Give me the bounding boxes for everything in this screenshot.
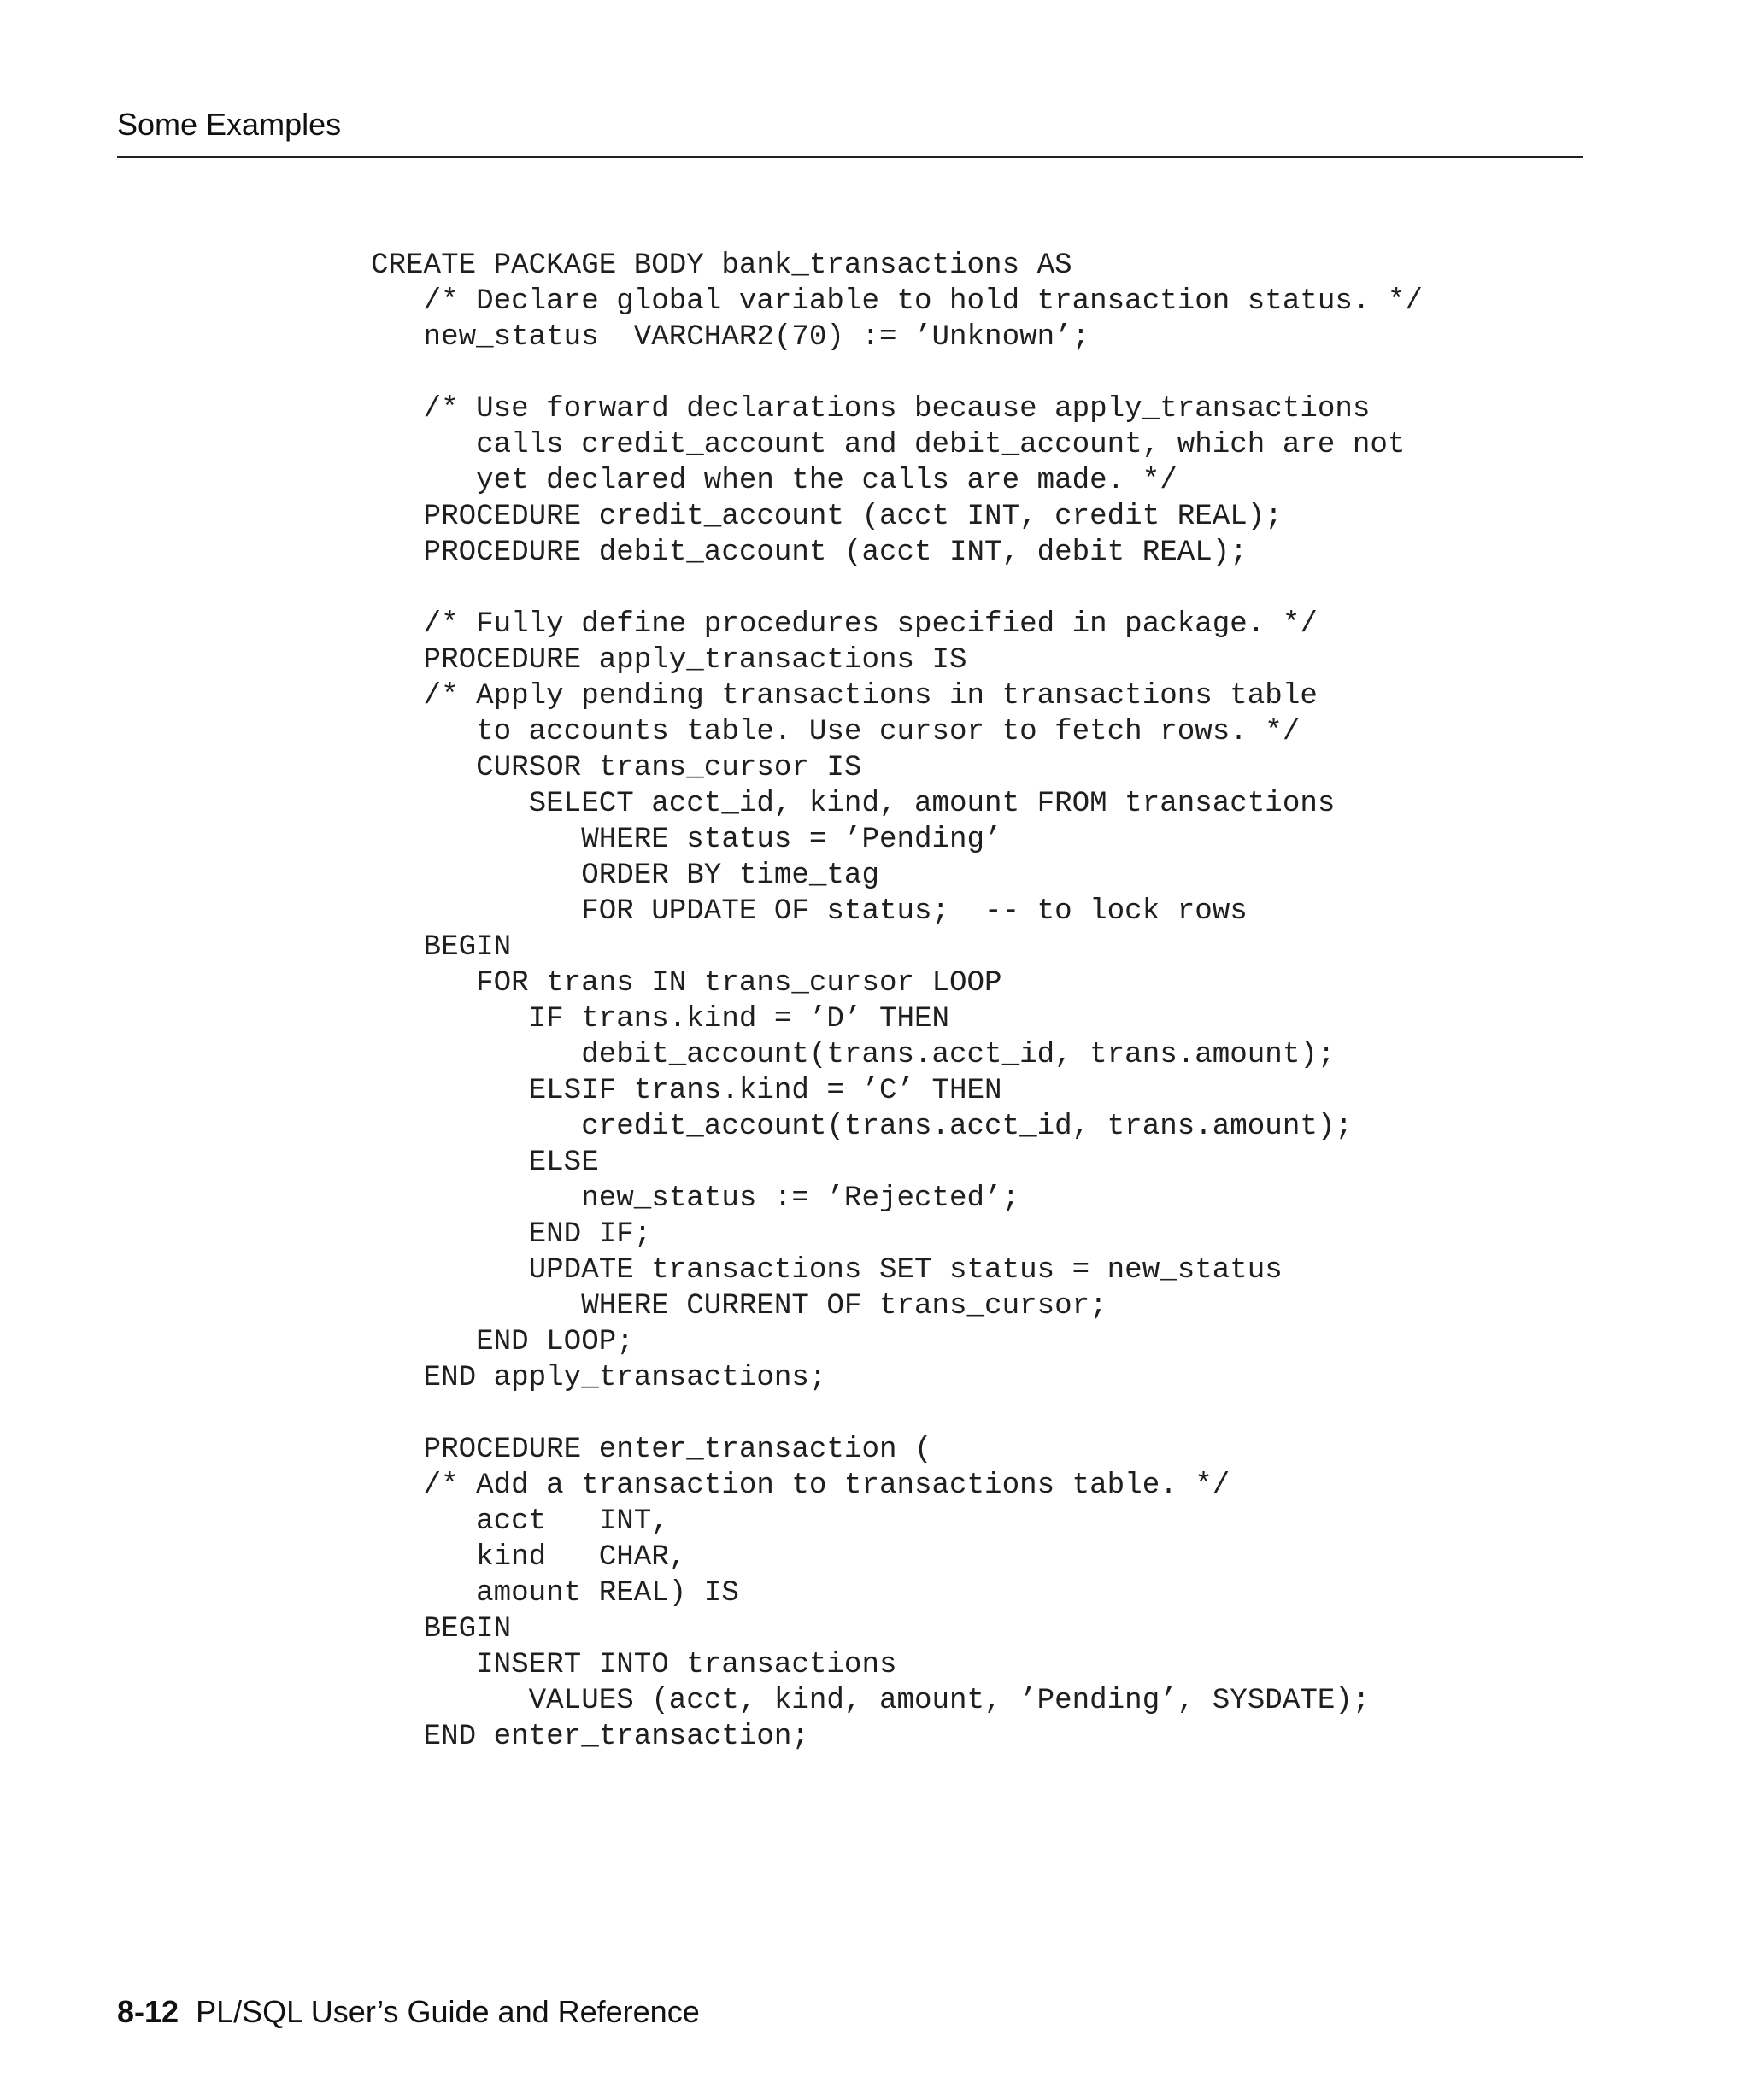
code-line: ORDER BY time_tag <box>371 859 879 892</box>
page-number: 8-12 <box>117 1994 179 2029</box>
code-line: END LOOP; <box>371 1326 634 1358</box>
code-line: to accounts table. Use cursor to fetch rows. */ <box>371 716 1301 748</box>
code-line: INSERT INTO transactions <box>371 1649 897 1681</box>
code-line: yet declared when the calls are made. */ <box>371 465 1177 497</box>
page-footer <box>117 1993 700 2031</box>
code-line: BEGIN <box>371 1613 512 1645</box>
code-line: END enter_transaction; <box>371 1721 809 1753</box>
code-line: debit_account(trans.acct_id, trans.amount); <box>371 1039 1336 1071</box>
code-line: amount REAL) IS <box>371 1577 739 1610</box>
code-line: UPDATE transactions SET status = new_status <box>371 1254 1283 1287</box>
code-line <box>371 355 1423 391</box>
code-line: FOR trans IN trans_cursor LOOP <box>371 967 1002 1000</box>
code-line: END IF; <box>371 1218 652 1251</box>
code-line: PROCEDURE debit_account (acct INT, debit REAL); <box>371 537 1248 569</box>
code-line: IF trans.kind = ’D’ THEN <box>371 1003 950 1035</box>
code-line: ELSE <box>371 1147 599 1179</box>
code-line: SELECT acct_id, kind, amount FROM transactions <box>371 788 1336 820</box>
code-line: /* Declare global variable to hold transaction status. */ <box>371 285 1423 318</box>
code-line: calls credit_account and debit_account, which are not <box>371 429 1406 461</box>
book-title: PL/SQL User’s Guide and Reference <box>196 1994 700 2029</box>
code-line: /* Fully define procedures specified in package. */ <box>371 608 1318 641</box>
code-line: new_status := ’Rejected’; <box>371 1182 1020 1215</box>
code-line: PROCEDURE apply_transactions IS <box>371 644 967 677</box>
code-line: /* Use forward declarations because apply_transactions <box>371 393 1371 425</box>
code-line: PROCEDURE enter_transaction ( <box>371 1434 932 1466</box>
code-line: WHERE CURRENT OF trans_cursor; <box>371 1290 1107 1323</box>
code-listing <box>371 248 1423 1755</box>
code-line: FOR UPDATE OF status; -- to lock rows <box>371 895 1248 928</box>
code-line: CURSOR trans_cursor IS <box>371 752 862 784</box>
code-line: credit_account(trans.acct_id, trans.amount); <box>371 1111 1353 1143</box>
code-line: new_status VARCHAR2(70) := ’Unknown’; <box>371 321 1090 354</box>
code-line: BEGIN <box>371 931 512 964</box>
code-line: /* Add a transaction to transactions table. */ <box>371 1469 1230 1502</box>
code-line: PROCEDURE credit_account (acct INT, credit REAL); <box>371 501 1283 533</box>
running-header: Some Examples <box>117 107 342 142</box>
code-line <box>371 1396 1423 1432</box>
code-line: acct INT, <box>371 1505 669 1538</box>
code-line: kind CHAR, <box>371 1541 687 1574</box>
code-line: CREATE PACKAGE BODY bank_transactions AS <box>371 249 1072 282</box>
code-line: WHERE status = ’Pending’ <box>371 824 1002 856</box>
code-line: VALUES (acct, kind, amount, ’Pending’, SYSDATE); <box>371 1685 1371 1717</box>
header-rule <box>117 156 1583 158</box>
code-line <box>371 571 1423 607</box>
code-line: ELSIF trans.kind = ’C’ THEN <box>371 1075 1002 1107</box>
code-line: END apply_transactions; <box>371 1362 827 1394</box>
code-line: /* Apply pending transactions in transactions table <box>371 680 1318 713</box>
